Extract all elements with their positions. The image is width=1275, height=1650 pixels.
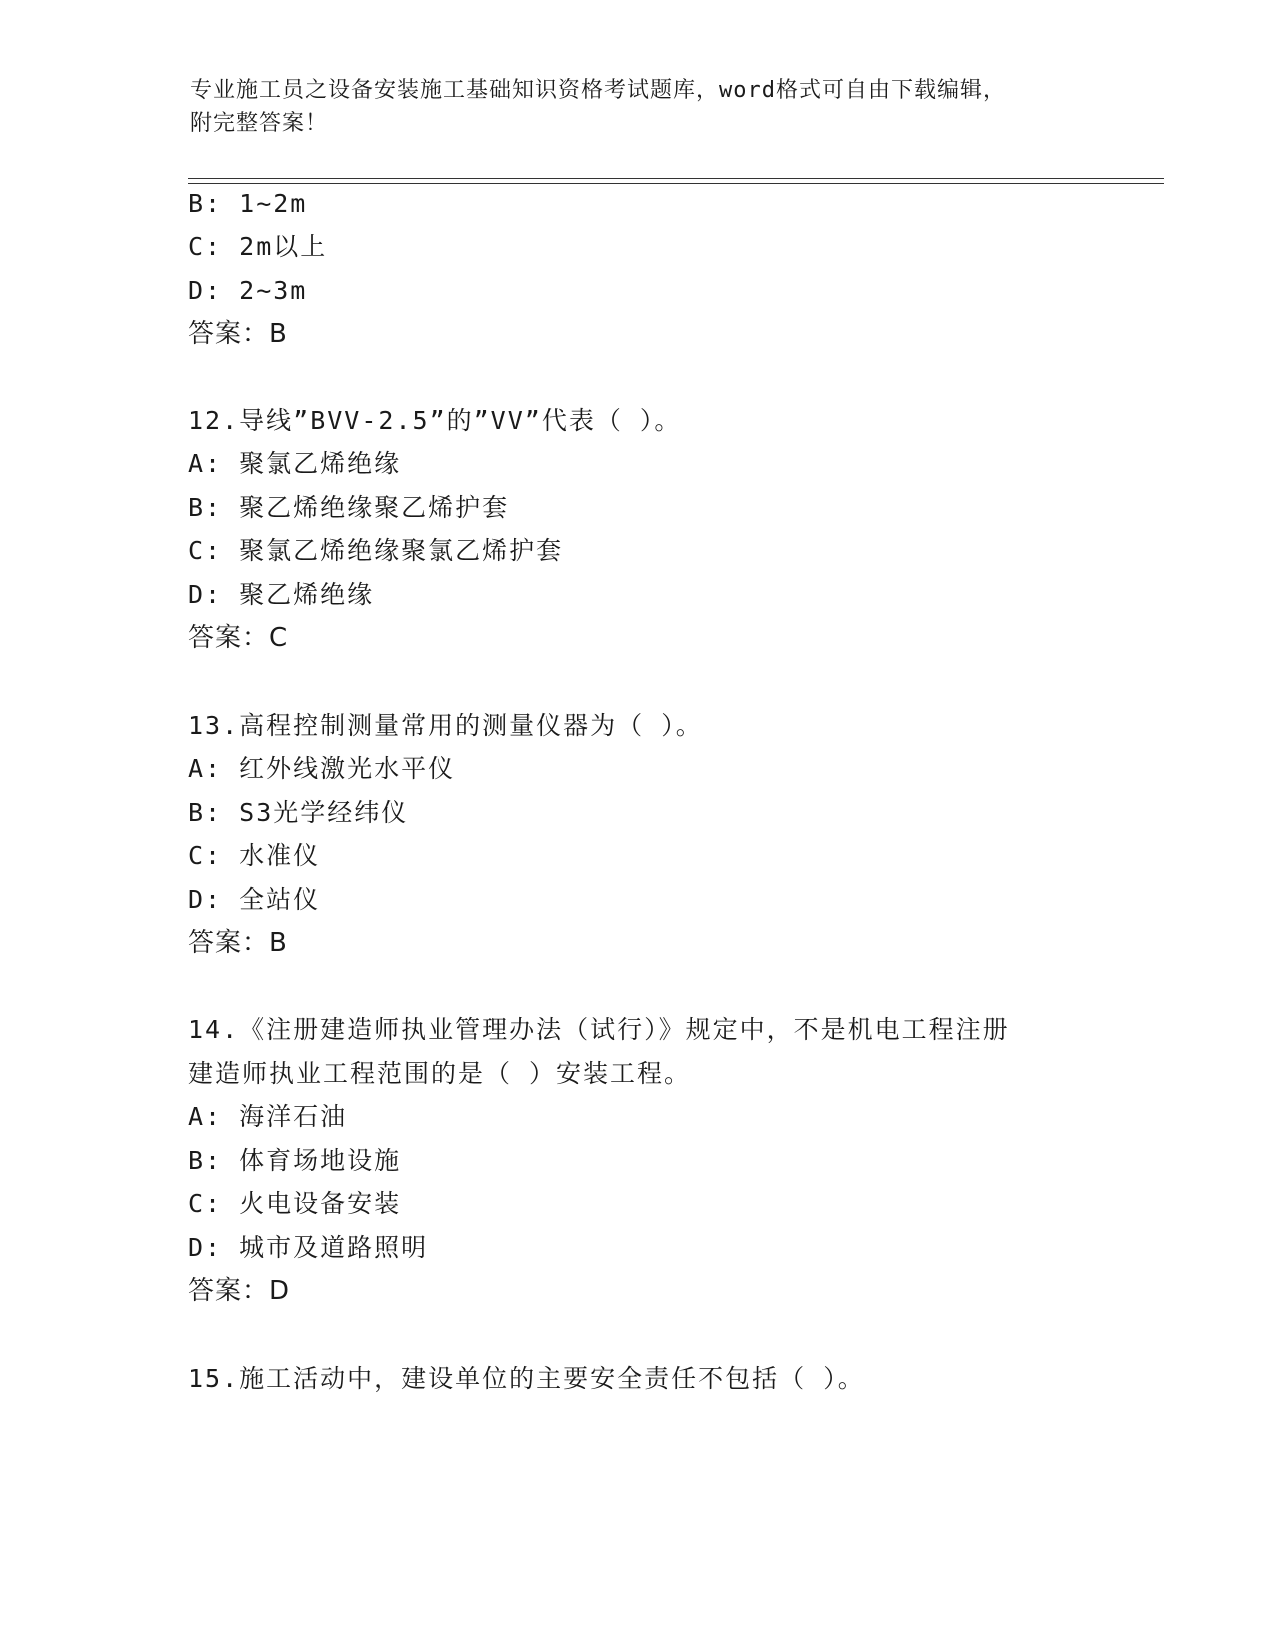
header-line-2: 附完整答案！ <box>190 111 329 136</box>
question-14-option-a: A: 海洋石油 <box>188 1102 348 1131</box>
option-c: C: 2m以上 <box>188 232 328 261</box>
header-line-1: 专业施工员之设备安装施工基础知识资格考试题库，word格式可自由下载编辑， <box>190 78 1006 103</box>
question-12-answer: 答案：C <box>188 623 289 653</box>
question-13-answer: 答案：B <box>188 928 288 958</box>
question-12-option-a: A: 聚氯乙烯绝缘 <box>188 449 402 478</box>
question-12-option-c: C: 聚氯乙烯绝缘聚氯乙烯护套 <box>188 536 564 565</box>
question-12-option-d: D: 聚乙烯绝缘 <box>188 580 375 609</box>
option-d: D: 2~3m <box>188 276 308 305</box>
document-header <box>190 74 1090 140</box>
question-14-stem-line-1: 14.《注册建造师执业管理办法（试行）》规定中，不是机电工程注册 <box>188 1015 1010 1044</box>
answer: 答案：B <box>188 319 288 349</box>
question-13-option-c: C: 水准仪 <box>188 841 321 870</box>
question-15-stem: 15.施工活动中，建设单位的主要安全责任不包括（ ）。 <box>188 1364 865 1393</box>
question-12-stem: 12.导线”BVV-2.5”的”VV”代表（ ）。 <box>188 406 682 435</box>
option-b: B: 1~2m <box>188 189 308 218</box>
question-13-option-b: B: S3光学经纬仪 <box>188 798 409 827</box>
question-14-option-d: D: 城市及道路照明 <box>188 1233 429 1262</box>
question-12-option-b: B: 聚乙烯绝缘聚乙烯护套 <box>188 493 510 522</box>
question-13-stem: 13.高程控制测量常用的测量仪器为（ ）。 <box>188 711 703 740</box>
question-13-option-a: A: 红外线激光水平仪 <box>188 754 456 783</box>
question-14-option-c: C: 火电设备安装 <box>188 1189 402 1218</box>
question-13-option-d: D: 全站仪 <box>188 885 321 914</box>
question-14-answer: 答案：D <box>188 1276 291 1306</box>
header-divider <box>188 178 1164 184</box>
question-14-option-b: B: 体育场地设施 <box>188 1146 402 1175</box>
question-14-stem-line-2: 建造师执业工程范围的是（ ）安装工程。 <box>188 1059 692 1088</box>
